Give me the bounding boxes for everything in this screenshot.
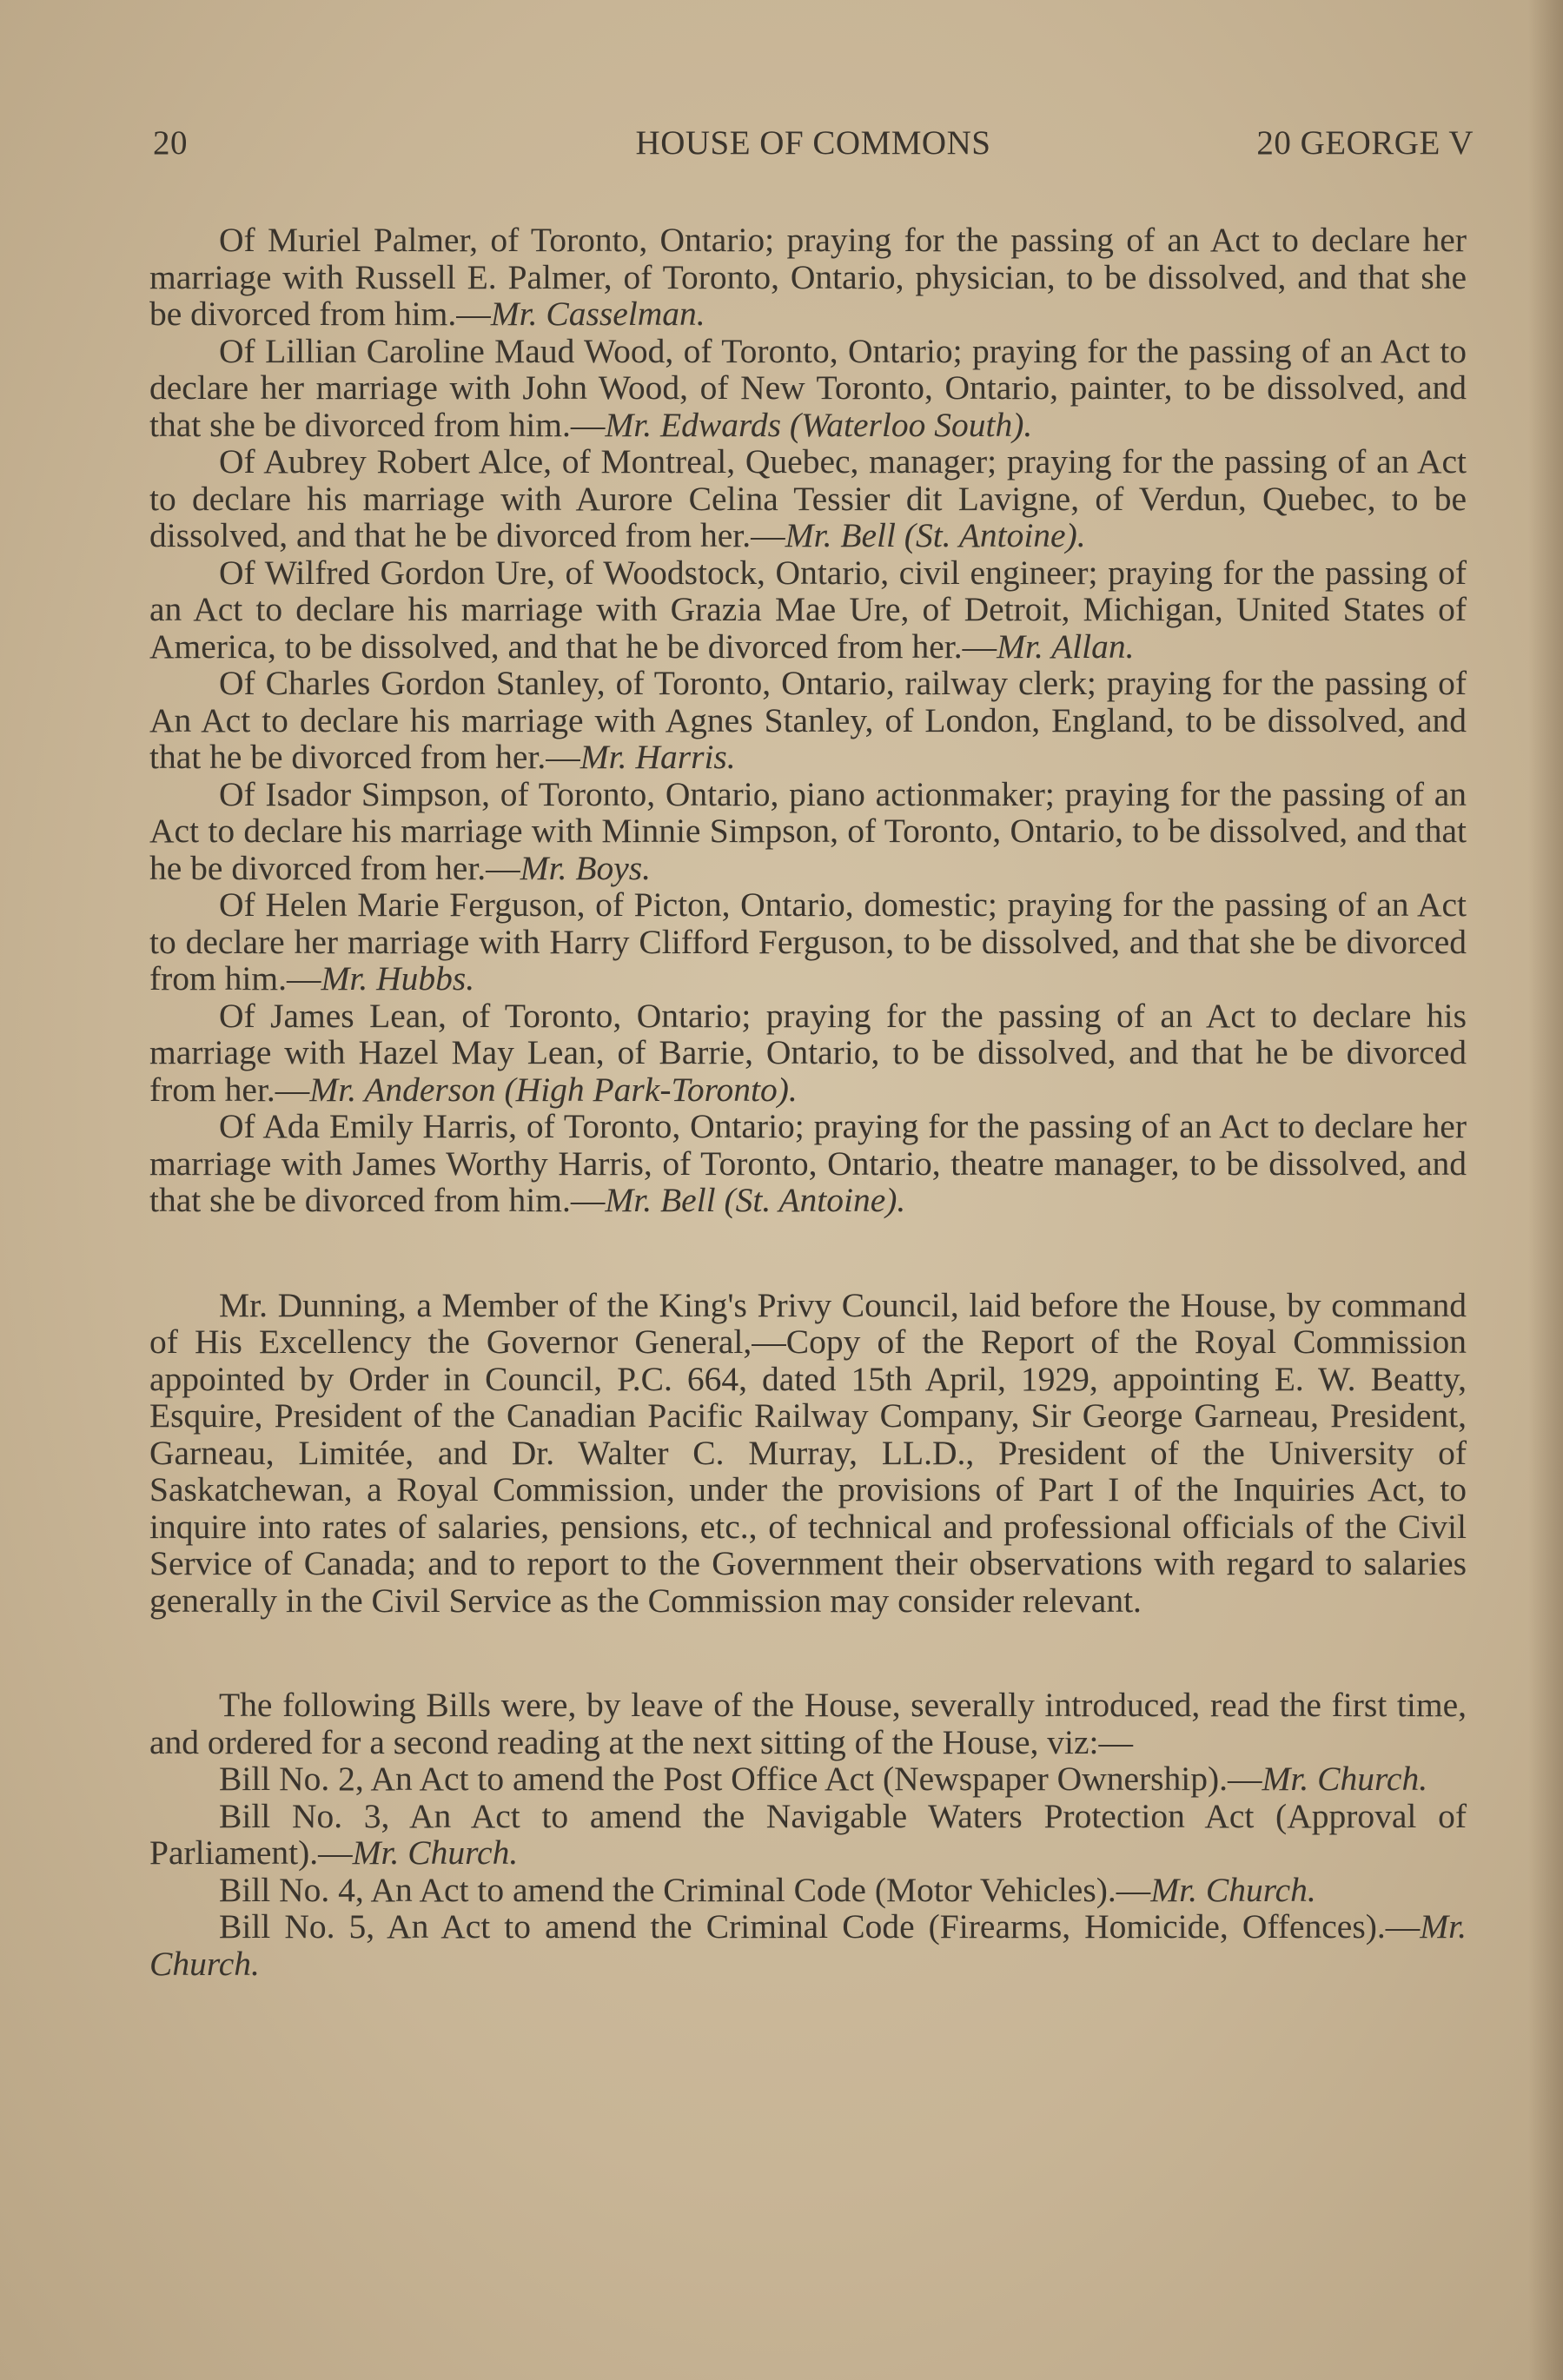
running-title: HOUSE OF COMMONS (635, 124, 991, 162)
petition-paragraph: Of Wilfred Gordon Ure, of Woodstock, Ontario, civil engineer; praying for the passing of an Act to declare his marriage with Grazia Mae Ure, of Detroit, Michigan, United States of America, to be dissolved, and that he be divorced from her.—Mr. Allan. (149, 553, 1467, 666)
petition-paragraph: Of Lillian Caroline Maud Wood, of Toronto, Ontario; praying for the passing of an Act to declare her marriage with John Wood, of New Toronto, Ontario, painter, to be dissolved, and that she be divorced from him.—Mr. Edwards (Waterloo South). (149, 331, 1467, 444)
petition-mover: Mr. Casselman. (490, 295, 705, 333)
petition-mover: Mr. Hubbs. (321, 959, 475, 998)
petition-paragraph: Of Ada Emily Harris, of Toronto, Ontario; praying for the passing of an Act to declare her marriage with James Worthy Harris, of Toronto, Ontario, theatre manager, to be dissolved, and that she be divorced from him.—Mr. Bell (St. Antoine). (149, 1107, 1467, 1219)
regnal-year: 20 GEORGE V (1256, 124, 1474, 162)
petition-paragraph: Of Muriel Palmer, of Toronto, Ontario; praying for the passing of an Act to declare her marriage with Russell E. Palmer, of Toronto, Ontario, physician, to be dissolved, and that she be divorced from him.—Mr. Casselman. (149, 221, 1467, 333)
bill-mover: Mr. Church. (1262, 1760, 1428, 1798)
petition-mover: Mr. Bell (St. Antoine). (605, 1181, 906, 1219)
petition-mover: Mr. Anderson (High Park-Toronto). (309, 1070, 798, 1109)
page-body (149, 222, 1467, 1982)
petition-paragraph: Of James Lean, of Toronto, Ontario; praying for the passing of an Act to declare his marriage with Hazel May Lean, of Barrie, Ontario, to be dissolved, and that he be divorced from her.—Mr. Anderson (High Park-Toronto). (149, 996, 1467, 1109)
section-spacer (149, 1219, 1467, 1287)
petition-paragraph: Of Aubrey Robert Alce, of Montreal, Quebec, manager; praying for the passing of an Act to declare his marriage with Aurore Celina Tessier dit Lavigne, of Verdun, Quebec, to be dissolved, and that he be divorced from her.—Mr. Bell (St. Antoine). (149, 442, 1467, 554)
bill-mover: Mr. Church. (1150, 1870, 1316, 1909)
petition-mover: Mr. Boys. (520, 848, 651, 887)
petition-paragraph: Of Helen Marie Ferguson, of Picton, Ontario, domestic; praying for the passing of an Act to declare her marriage with Harry Clifford Ferguson, to be dissolved, and that she be divorced from him.—Mr. Hubbs. (149, 885, 1467, 998)
petition-paragraph: Of Isador Simpson, of Toronto, Ontario, piano actionmaker; praying for the passing of an Act to declare his marriage with Minnie Simpson, of Toronto, Ontario, to be dissolved, and that he be divorced from her.—Mr. Boys. (149, 774, 1467, 887)
royal-commission-report-paragraph: Mr. Dunning, a Member of the King's Privy Council, laid before the House, by command of His Excellency the Governor General,—Copy of the Report of the Royal Commission appointed by Order in Council, P.C. 664, dated 15th April, 1929, appointing E. W. Beatty, Esquire, President of the Canadian Pacific Railway Company, Sir George Garneau, President, Garneau, Limitée, and Dr. Walter C. Murray, LL.D., President of the University of Saskatchewan, a Royal Commission, under the provisions of Part I of the Inquiries Act, to inquire into rates of salaries, pensions, etc., of technical and professional officials of the Civil Service of Canada; and to report to the Government their observations with regard to salaries generally in the Civil Service as the Commission may consider relevant. (149, 1285, 1467, 1620)
bill-mover: Mr. Church. (149, 1907, 1467, 1983)
page-number: 20 (153, 124, 188, 162)
petition-mover: Mr. Allan. (997, 626, 1135, 666)
bill-paragraph: Bill No. 2, An Act to amend the Post Office Act (Newspaper Ownership).—Mr. Church. (219, 1760, 1428, 1798)
bills-intro-paragraph: The following Bills were, by leave of the House, severally introduced, read the first time, and ordered for a second reading at the next sitting of the House, viz:— (149, 1686, 1467, 1761)
bill-paragraph: Bill No. 4, An Act to amend the Criminal Code (Motor Vehicles).—Mr. Church. (219, 1870, 1316, 1909)
section-spacer (149, 1619, 1467, 1687)
bill-mover: Mr. Church. (352, 1833, 519, 1872)
page-edge-shadow (1528, 0, 1563, 2380)
bill-paragraph: Bill No. 3, An Act to amend the Navigable Waters Protection Act (Approval of Parliament).—Mr. Church. (149, 1796, 1467, 1872)
bill-paragraph: Bill No. 5, An Act to amend the Criminal Code (Firearms, Homicide, Offences).—Mr. Church. (149, 1907, 1467, 1983)
petition-mover: Mr. Edwards (Waterloo South). (605, 405, 1033, 444)
petition-paragraph: Of Charles Gordon Stanley, of Toronto, Ontario, railway clerk; praying for the passing of An Act to declare his marriage with Agnes Stanley, of London, England, to be dissolved, and that he be divorced from her.—Mr. Harris. (149, 664, 1467, 776)
petition-mover: Mr. Bell (St. Antoine). (785, 516, 1086, 554)
petition-mover: Mr. Harris. (580, 738, 736, 776)
page-header (153, 123, 1474, 167)
